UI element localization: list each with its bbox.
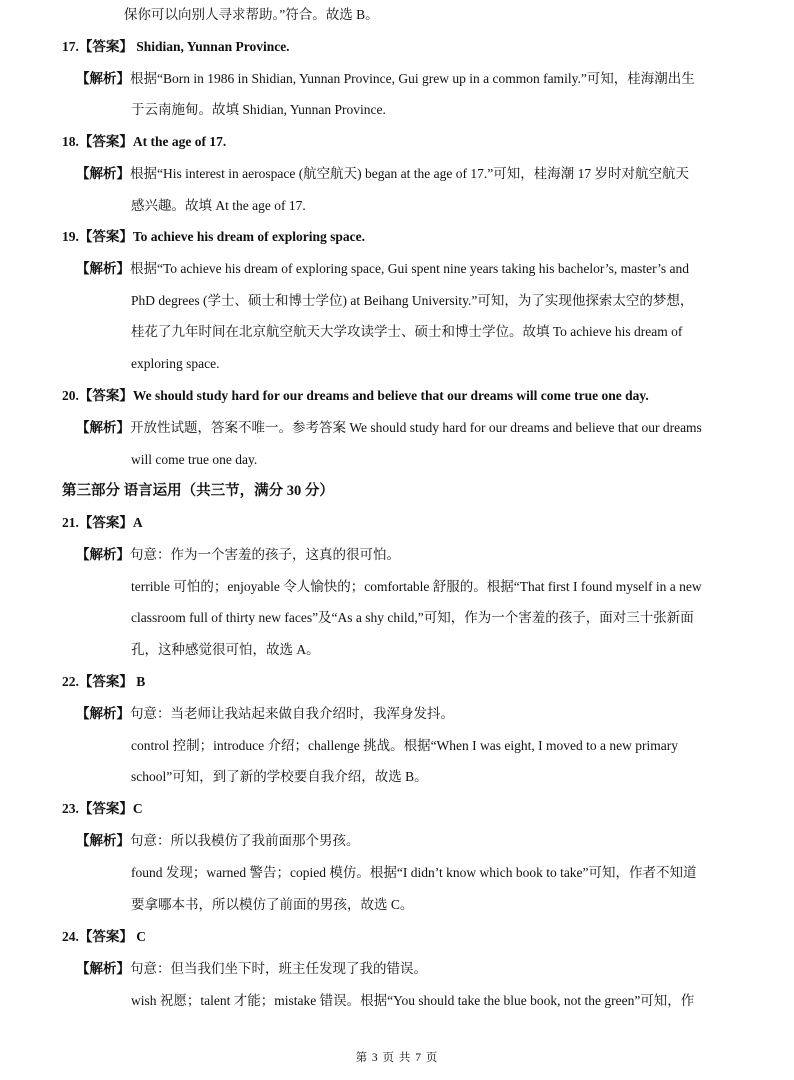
answer-24: 24.【答案】 C: [62, 929, 146, 944]
page-footer: 第 3 页 共 7 页: [355, 1052, 439, 1064]
text-line: wish 祝愿；talent 才能；mistake 错误。根据“You should take the blue book, not the green”可知，作: [131, 993, 695, 1008]
text-line: will come true one day.: [131, 452, 258, 467]
analysis-21: 【解析】句意：作为一个害羞的孩子，这真的很可怕。: [76, 547, 400, 562]
text-line: 于云南施甸。故填 Shidian, Yunnan Province.: [131, 102, 386, 117]
section-heading: 第三部分 语言运用（共三节，满分 30 分）: [62, 483, 334, 499]
answer-19: 19.【答案】To achieve his dream of exploring space.: [62, 229, 365, 244]
text-line: 桂花了九年时间在北京航空航天大学攻读学士、硕士和博士学位。故填 To achieve his dream of: [131, 324, 683, 339]
analysis-19: 【解析】根据“To achieve his dream of exploring space, Gui spent nine years taking his bachelor’s, master’s and: [76, 261, 690, 276]
text-line: found 发现；warned 警告；copied 模仿。根据“I didn’t know which book to take”可知，作者不知道: [131, 865, 697, 880]
analysis-22: 【解析】句意：当老师让我站起来做自我介绍时，我浑身发抖。: [76, 706, 454, 721]
text-line: terrible 可怕的；enjoyable 令人愉快的；comfortable 舒服的。根据“That first I found myself in a new: [131, 579, 702, 594]
text-line: classroom full of thirty new faces”及“As a shy child,”可知，作为一个害羞的孩子，面对三十张新面: [131, 610, 694, 625]
text-line: 保你可以向别人寻求帮助。”符合。故选 B。: [124, 7, 379, 22]
answer-23: 23.【答案】C: [62, 801, 143, 816]
answer-18: 18.【答案】At the age of 17.: [62, 134, 227, 149]
text-line: 感兴趣。故填 At the age of 17.: [131, 198, 306, 213]
answer-20: 20.【答案】We should study hard for our dreams and believe that our dreams will come true one day.: [62, 388, 649, 403]
analysis-17: 【解析】根据“Born in 1986 in Shidian, Yunnan Province, Gui grew up in a common family.”可知，桂海潮出生: [76, 71, 695, 86]
analysis-20: 【解析】开放性试题，答案不唯一。参考答案 We should study hard for our dreams and believe that our dreams: [76, 420, 702, 435]
answer-17: 17.【答案】 Shidian, Yunnan Province.: [62, 39, 290, 54]
text-line: 孔，这种感觉很可怕，故选 A。: [131, 642, 320, 657]
answer-22: 22.【答案】 B: [62, 674, 146, 689]
text-line: 要拿哪本书，所以模仿了前面的男孩，故选 C。: [131, 897, 414, 912]
text-line: school”可知，到了新的学校要自我介绍，故选 B。: [131, 769, 428, 784]
text-line: PhD degrees (学士、硕士和博士学位) at Beihang University.”可知，为了实现他探索太空的梦想，: [131, 293, 694, 308]
analysis-23: 【解析】句意：所以我模仿了我前面那个男孩。: [76, 833, 360, 848]
text-line: control 控制；introduce 介绍；challenge 挑战。根据“When I was eight, I moved to a new primary: [131, 738, 678, 753]
analysis-24: 【解析】句意：但当我们坐下时，班主任发现了我的错误。: [76, 961, 427, 976]
text-line: exploring space.: [131, 356, 220, 371]
answer-21: 21.【答案】A: [62, 515, 143, 530]
analysis-18: 【解析】根据“His interest in aerospace (航空航天) began at the age of 17.”可知，桂海潮 17 岁时对航空航天: [76, 166, 689, 181]
